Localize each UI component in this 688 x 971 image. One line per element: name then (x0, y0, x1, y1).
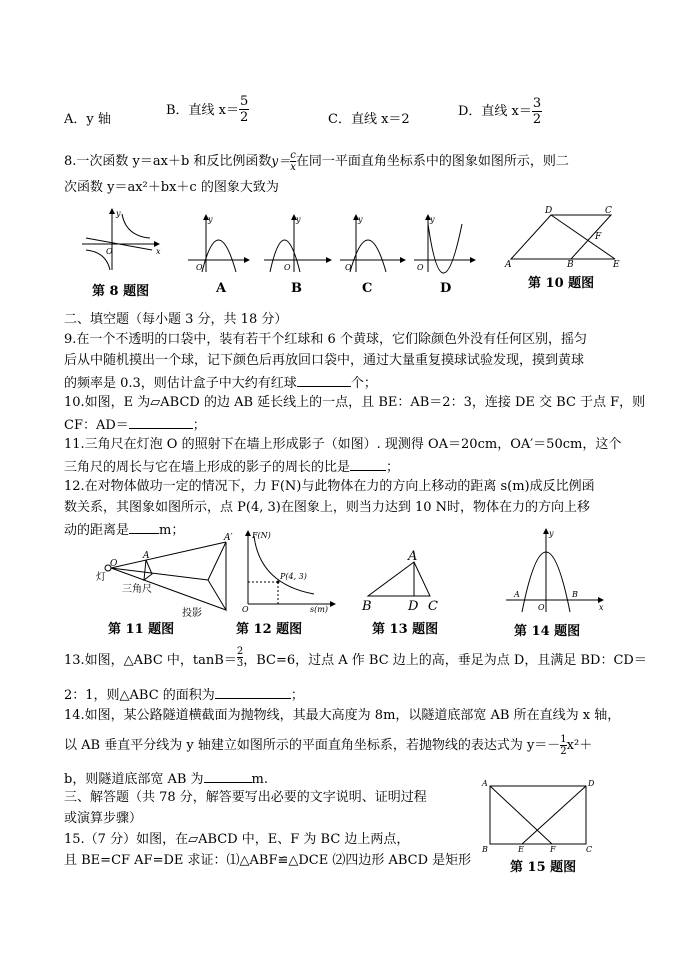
q15-line1: 15.（7 分）如图，在▱ABCD 中，E、F 为 BC 边上两点， (64, 832, 410, 847)
q7-option-d: D．直线 x＝ $\frac{3}{2}$ (458, 96, 542, 127)
svg-text:O: O (242, 605, 249, 614)
fig11-lamp-projection (96, 533, 233, 619)
svg-text:y: y (116, 209, 121, 218)
q8-line1: 8.一次函数 y＝ax＋b 和反比例函数y＝ $\frac{c}{x}$ 在同一平面直角坐标系中的图象如图所示，则二 (64, 150, 569, 173)
fig13-triangle (362, 549, 446, 614)
svg-text:F: F (595, 232, 602, 242)
option-b-graph (264, 214, 332, 274)
svg-text:O: O (345, 263, 352, 272)
fig12-inverse-graph (238, 528, 338, 614)
svg-text:A′: A′ (224, 533, 233, 543)
fig13-caption: 第 13 题图 (372, 622, 439, 637)
svg-text:E: E (613, 260, 620, 270)
q8-line2: 次函数 y＝ax²＋bx＋c 的图象大致为 (64, 180, 279, 195)
svg-text:D: D (408, 599, 419, 614)
svg-text:灯: 灯 (96, 572, 106, 583)
svg-text:x: x (156, 247, 161, 256)
svg-text:O: O (106, 247, 113, 256)
svg-text:s(m): s(m) (310, 605, 328, 614)
fig14-caption: 第 14 题图 (514, 624, 581, 639)
svg-text:D: D (545, 206, 553, 216)
q10-line1: 10.如图，E 为▱ABCD 的边 AB 延长线上的一点，且 BE：AB＝2：3，连接 DE 交 BC 于点 F，则 (64, 395, 646, 410)
section2-title: 二、填空题（每小题 3 分，共 18 分） (64, 312, 288, 327)
q12-line3: 动的距离是 m； (64, 523, 185, 538)
svg-text:y: y (358, 215, 363, 224)
svg-text:x: x (599, 603, 604, 612)
svg-text:O: O (284, 263, 291, 272)
q13-line1: 13.如图，△ABC 中，tanB＝ $\frac{2}{3}$ ，BC=6，过点 A 作 BC 边上的高，垂足为点 D，且满足 BD：CD＝ (64, 646, 647, 669)
q14-line1: 14.如图，某公路隧道横截面为抛物线，其最大高度为 8m，以隧道底部宽 AB 所在直线为 x 轴， (64, 708, 621, 723)
svg-text:D: D (588, 779, 595, 788)
option-a-graph (188, 214, 250, 274)
option-c-graph (340, 214, 406, 274)
svg-text:C: C (586, 845, 593, 854)
svg-text:E: E (518, 845, 524, 854)
fig15-rectangle (482, 780, 594, 852)
q15-line2: 且 BE=CF AF=DE 求证：⑴△ABF≌△DCE ⑵四边形 ABCD 是矩形 (64, 853, 472, 868)
q11-line1: 11.三角尺在灯泡 O 的照射下在墙上形成影子（如图）. 现测得 OA＝20cm，OA′＝50cm，这个 (64, 437, 622, 452)
svg-text:A: A (514, 590, 520, 599)
svg-text:A: A (505, 260, 512, 270)
svg-text:投影: 投影 (182, 608, 202, 619)
svg-text:B: B (362, 599, 372, 614)
q10-line2: CF：AD＝ ； (64, 418, 206, 433)
fig12-caption: 第 12 题图 (236, 622, 303, 637)
svg-text:C: C (605, 206, 612, 216)
svg-text:A: A (143, 551, 150, 561)
q9-line2: 后从中随机摸出一个球，记下颜色后再放回口袋中，通过大量重复摸球试验发现，摸到黄球 (64, 353, 585, 368)
q7-option-b: B．直线 x＝ $\frac{5}{2}$ (166, 94, 249, 125)
svg-text:y: y (208, 215, 213, 224)
q12-line1: 12.在对物体做功一定的情况下，力 F(N)与此物体在力的方向上移动的距离 s(m)成反比例函 (64, 479, 595, 494)
option-b-label: B (291, 281, 302, 296)
svg-text:三角尺: 三角尺 (122, 584, 152, 595)
q11-line2: 三角尺的周长与它在墙上形成的影子的周长的比是 ； (64, 460, 400, 475)
section3-line2: 或演算步骤） (64, 811, 143, 826)
svg-text:y: y (296, 215, 301, 224)
svg-text:B: B (572, 590, 578, 599)
q9-line1: 9.在一个不透明的口袋中，装有若干个红球和 6 个黄球，它们除颜色外没有任何区别，摇匀 (64, 332, 587, 347)
option-d-label: D (440, 281, 452, 296)
q9-line3: 的频率是 0.3，则估计盒子中大约有红球 个； (64, 376, 377, 391)
svg-text:B: B (567, 260, 574, 270)
section3-line1: 三、解答题（共 78 分，解答要写出必要的文字说明、证明过程 (64, 790, 427, 805)
svg-text:F(N): F(N) (252, 531, 271, 540)
svg-text:A: A (482, 779, 488, 788)
fig14-tunnel-parabola (506, 526, 606, 614)
fig11-caption: 第 11 题图 (108, 622, 175, 637)
q7-option-c: C．直线 x＝2 (328, 112, 410, 127)
svg-text:B: B (482, 845, 488, 854)
svg-text:O: O (196, 263, 203, 272)
svg-text:A: A (408, 549, 418, 564)
q14-line2: 以 AB 垂直平分线为 y 轴建立如图所示的平面直角坐标系，若抛物线的表达式为 y＝－ $\frac{1}{2}$ x²＋ (64, 734, 593, 757)
q12-line2: 数关系，其图象如图所示，点 P(4, 3)在图象上，则当力达到 10 N时，物体在力的方向上移 (64, 500, 591, 515)
svg-text:F: F (550, 845, 556, 854)
option-a-label: A (216, 281, 227, 296)
fig15-caption: 第 15 题图 (510, 860, 577, 875)
option-d-graph (414, 214, 476, 274)
q14-line3: b，则隧道底部宽 AB 为 m. (64, 772, 268, 787)
option-c-label: C (362, 281, 373, 296)
q13-line2: 2：1，则△ABC 的面积为 ； (64, 688, 304, 703)
svg-text:P(4, 3): P(4, 3) (280, 572, 307, 581)
svg-text:O: O (417, 263, 424, 272)
q7-option-a: A．y 轴 (64, 112, 111, 127)
svg-text:O: O (538, 603, 545, 612)
fig10-caption: 第 10 题图 (528, 276, 595, 291)
fig8-graph (82, 208, 162, 272)
svg-text:C: C (428, 599, 438, 614)
fig8-caption: 第 8 题图 (92, 284, 150, 299)
svg-text:y: y (549, 529, 554, 538)
fig10-parallelogram (505, 205, 625, 270)
svg-text:O: O (110, 559, 118, 569)
svg-text:y: y (430, 215, 435, 224)
